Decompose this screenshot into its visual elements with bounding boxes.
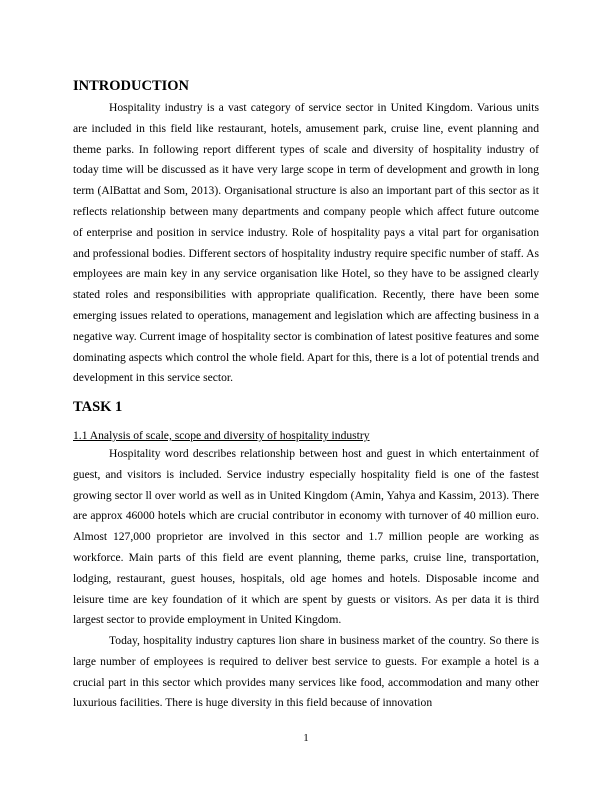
page-number: 1: [303, 732, 309, 744]
introduction-heading: INTRODUCTION: [73, 78, 190, 94]
task1-paragraph-1: Hospitality word describes relationship between host and guest in which entertainment of guest, and visitors is included. Service industry especially hospitality field is one of the fastest growing sector ll over world as well as in United Kingdom (Amin, Yahya and Kassim, 2013). There are approx 46000 hotels which are crucial contributor in economy with turnover of 40 million euro. Almost 127,000 proprietor are involved in this sector and 1.7 million people are working as workforce. Main parts of this field are event planning, theme parks, cruise line, transportation, lodging, restaurant, guest houses, hospitals, old age homes and hotels. Disposable income and leisure time are key foundation of it which are spent by guests or visitors. As per data it is third largest sector to provide employment in United Kingdom.: [73, 447, 539, 627]
task1-heading: TASK 1: [73, 399, 123, 415]
introduction-paragraph: Hospitality industry is a vast category of service sector in United Kingdom. Various units are included in this field like restaurant, hotels, amusement park, cruise line, event planning and theme parks. In following report different types of scale and diversity of hospitality industry of today time will be discussed as it have very large scope in term of development and growth in long term (AlBattat and Som, 2013). Organisational structure is also an important part of this sector as it reflects relationship between many departments and company people which affect future outcome of enterprise and position in service industry. Role of hospitality pays a vital part for organisation and professional bodies. Different sectors of hospitality industry require specific number of staff. As employees are main key in any service organisation like Hotel, so they have to be assigned clearly stated roles and responsibilities with appropriate qualification. Recently, there have been some emerging issues related to operations, management and legislation which are affecting business in a negative way. Current image of hospitality sector is combination of latest positive features and some dominating aspects which control the whole field. Apart for this, there is a lot of potential trends and development in this service sector.: [73, 101, 539, 385]
section-1-1-subheading: 1.1 Analysis of scale, scope and diversity of hospitality industry: [73, 429, 370, 442]
task1-paragraph-2: Today, hospitality industry captures lion share in business market of the country. So there is large number of employees is required to deliver best service to guests. For example a hotel is a crucial part in this sector which provides many services like food, accommodation and many other luxurious facilities. There is huge diversity in this field because of innovation: [73, 634, 539, 710]
